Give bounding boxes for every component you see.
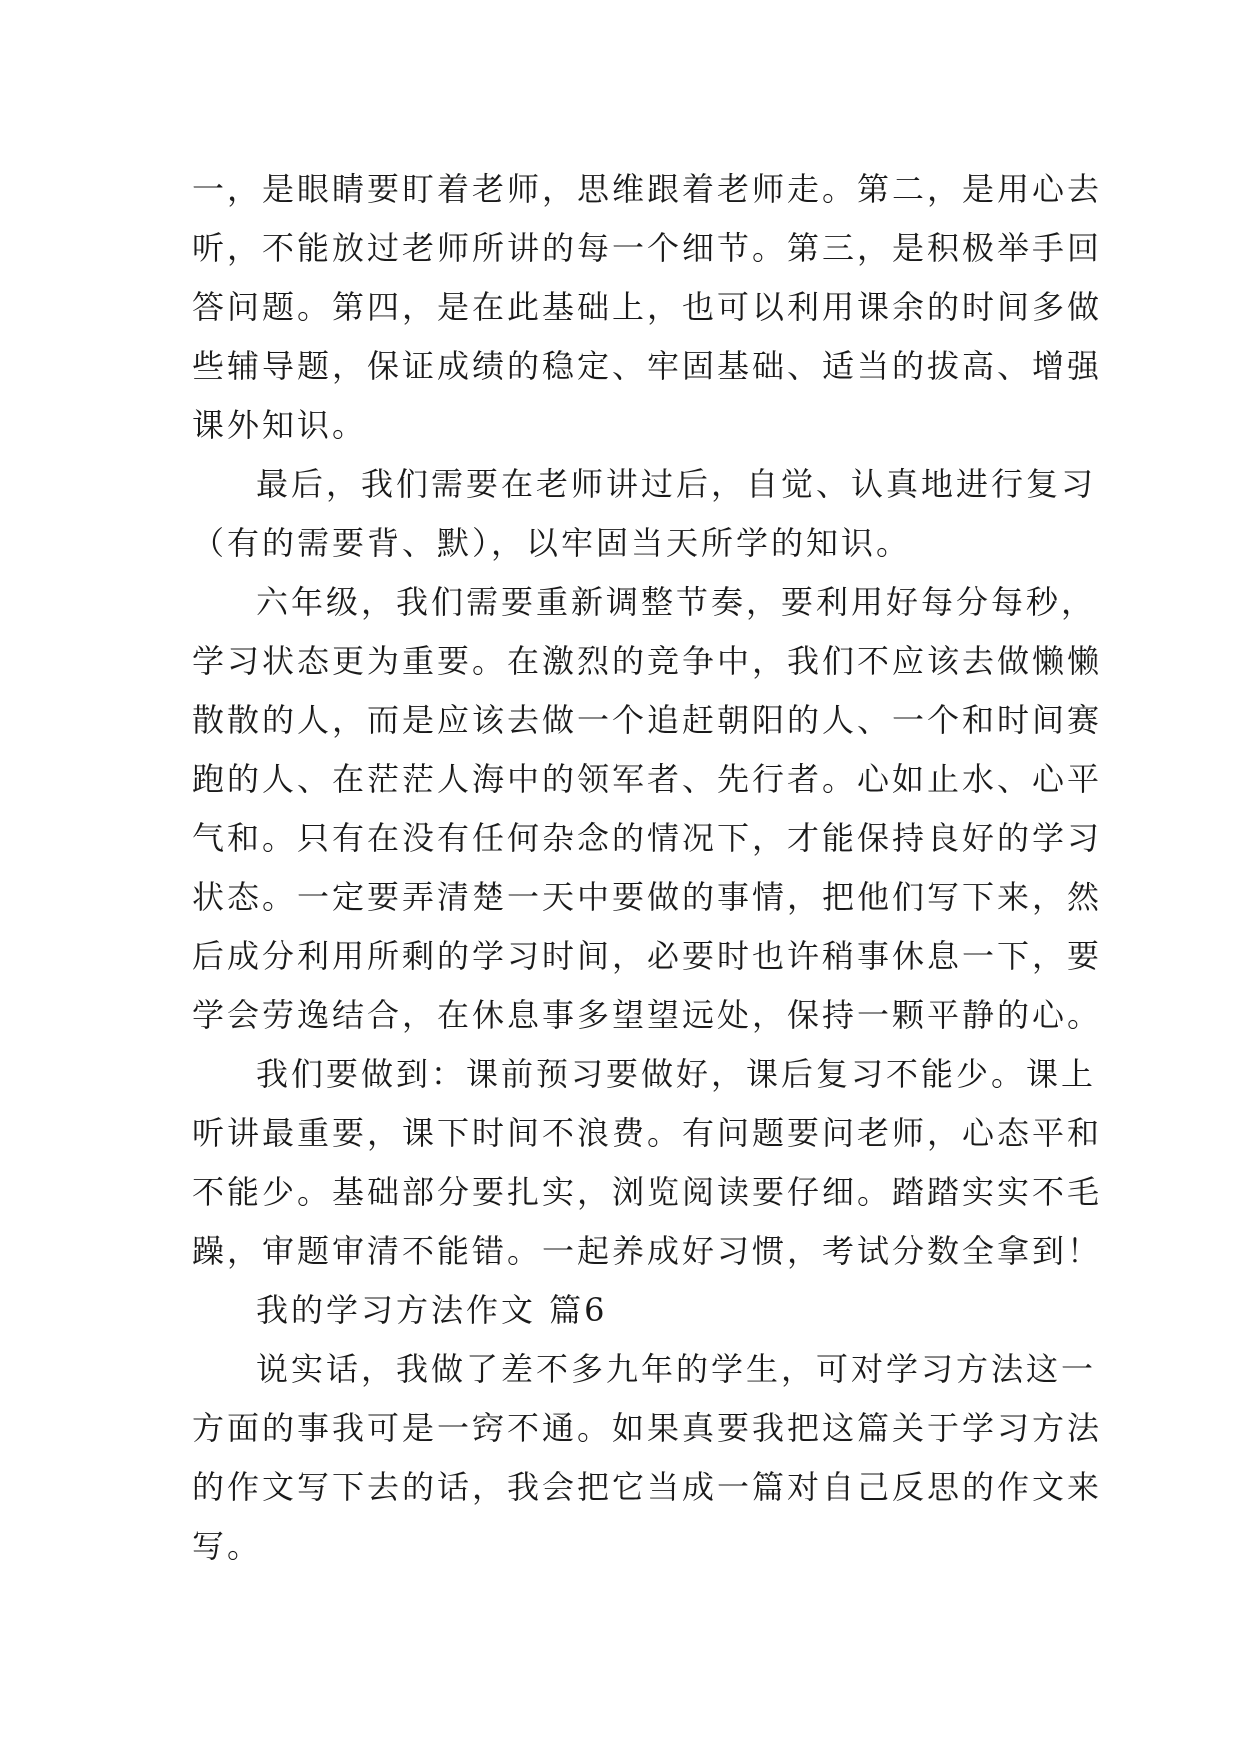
- text-line: 状态。一定要弄清楚一天中要做的事情，把他们写下来，然: [192, 878, 1103, 916]
- paragraph-start-line: 六年级，我们需要重新调整节奏，要利用好每分每秒，: [256, 583, 1097, 621]
- text-line: 后成分利用所剩的学习时间，必要时也许稍事休息一下，要: [192, 937, 1103, 975]
- paragraph-start-line: 我们要做到：课前预习要做好，课后复习不能少。课上: [256, 1055, 1097, 1093]
- text-line: 学习状态更为重要。在激烈的竞争中，我们不应该去做懒懒: [192, 642, 1103, 680]
- text-line: 不能少。基础部分要扎实，浏览阅读要仔细。踏踏实实不毛: [192, 1173, 1103, 1211]
- text-line: 写。: [192, 1527, 263, 1565]
- section-heading: 我的学习方法作文 篇6: [256, 1291, 608, 1329]
- text-line: 气和。只有在没有任何杂念的情况下，才能保持良好的学习: [192, 819, 1103, 857]
- paragraph-start-line: 最后，我们需要在老师讲过后，自觉、认真地进行复习: [256, 465, 1097, 503]
- text-line: 的作文写下去的话，我会把它当成一篇对自己反思的作文来: [192, 1468, 1103, 1506]
- text-line: 方面的事我可是一窍不通。如果真要我把这篇关于学习方法: [192, 1409, 1103, 1447]
- text-line: 跑的人、在茫茫人海中的领军者、先行者。心如止水、心平: [192, 760, 1103, 798]
- text-line: 听，不能放过老师所讲的每一个细节。第三，是积极举手回: [192, 229, 1103, 267]
- text-line: 躁，审题审清不能错。一起养成好习惯，考试分数全拿到！: [192, 1232, 1103, 1270]
- text-line: 答问题。第四，是在此基础上，也可以利用课余的时间多做: [192, 288, 1103, 326]
- text-line: 些辅导题，保证成绩的稳定、牢固基础、适当的拔高、增强: [192, 347, 1103, 385]
- text-line: 散散的人，而是应该去做一个追赶朝阳的人、一个和时间赛: [192, 701, 1103, 739]
- text-line: 听讲最重要，课下时间不浪费。有问题要问老师，心态平和: [192, 1114, 1103, 1152]
- text-line: （有的需要背、默），以牢固当天所学的知识。: [192, 524, 912, 562]
- paragraph-start-line: 说实话，我做了差不多九年的学生，可对学习方法这一: [256, 1350, 1097, 1388]
- text-line: 一，是眼睛要盯着老师，思维跟着老师走。第二，是用心去: [192, 170, 1103, 208]
- text-line: 学会劳逸结合，在休息事多望望远处，保持一颗平静的心。: [192, 996, 1103, 1034]
- essay-body: [192, 160, 1103, 1576]
- text-line: 课外知识。: [192, 406, 368, 444]
